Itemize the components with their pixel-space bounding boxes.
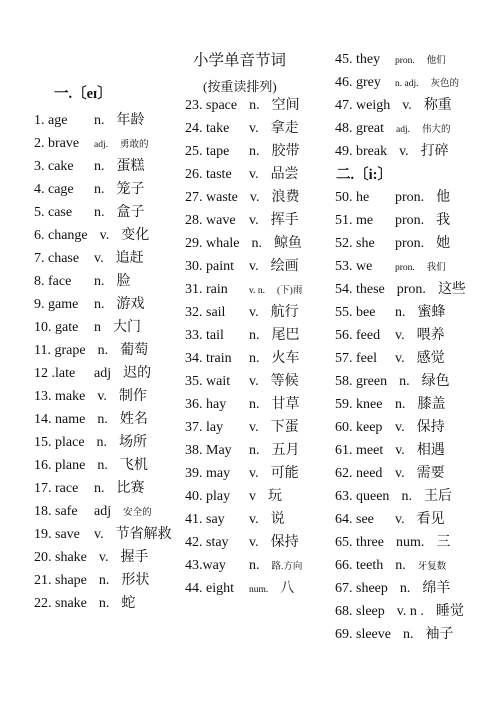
word-part-of-speech: pron. [395, 236, 425, 251]
word-entry [34, 294, 145, 316]
word-english: 57. feel [335, 351, 377, 366]
word-part-of-speech: n. [249, 443, 260, 458]
word-english: 40. play [185, 489, 231, 504]
word-entry [185, 348, 300, 370]
word-english: 9. game [34, 297, 79, 312]
word-part-of-speech: v. [249, 213, 259, 228]
word-chinese: 航行 [270, 305, 299, 320]
word-entry [34, 593, 135, 615]
word-entry [34, 340, 148, 362]
word-part-of-speech: v. [249, 420, 259, 435]
word-entry [335, 394, 446, 416]
word-chinese: 火车 [271, 351, 300, 366]
word-entry [335, 302, 446, 324]
word-entry [185, 118, 299, 140]
word-english: 54. these [335, 282, 385, 297]
word-entry [185, 187, 299, 209]
word-english: 5. case [34, 205, 73, 220]
word-english: 51. me [335, 213, 374, 228]
word-english: 10. gate [34, 320, 79, 335]
word-chinese: 尾巴 [271, 328, 300, 343]
word-english: 53. we [335, 259, 373, 274]
word-part-of-speech: v. [249, 535, 259, 550]
word-entry [335, 509, 445, 531]
word-chinese: 这些 [437, 282, 466, 297]
word-entry [34, 501, 152, 523]
word-entry [185, 233, 302, 255]
word-chinese: 节省解救 [115, 527, 172, 542]
word-part-of-speech: n. [401, 489, 412, 504]
word-entry [335, 417, 445, 439]
word-entry [34, 179, 145, 201]
word-part-of-speech: n. [98, 596, 110, 611]
word-chinese: 三 [436, 535, 451, 550]
word-part-of-speech: n. [251, 236, 262, 251]
word-chinese: 睡觉 [435, 604, 464, 619]
section-heading-ei: 一.〔eɪ〕 [54, 86, 112, 102]
word-part-of-speech: v. [399, 144, 409, 159]
word-chinese: 绘画 [270, 259, 299, 274]
word-chinese: 膝盖 [417, 397, 446, 412]
word-chinese: 大门 [113, 320, 141, 335]
word-part-of-speech: n. [97, 412, 108, 427]
word-chinese: 脸 [116, 274, 131, 289]
word-entry [185, 325, 300, 347]
word-entry [335, 210, 450, 232]
word-english: 7. chase [34, 251, 80, 266]
word-entry [335, 463, 445, 485]
word-part-of-speech: n. [395, 305, 406, 320]
word-english: 2. brave [34, 136, 80, 151]
word-part-of-speech: v. [395, 420, 405, 435]
word-entry [335, 49, 446, 71]
word-entry [335, 325, 445, 347]
word-part-of-speech: n. [249, 397, 260, 412]
word-chinese: 挥手 [270, 213, 299, 228]
word-english: 42. stay [185, 535, 229, 550]
word-entry [185, 95, 300, 117]
word-part-of-speech: n. [94, 481, 105, 496]
word-chinese: 我们 [426, 263, 446, 273]
word-entry [185, 417, 299, 439]
word-chinese: 绵羊 [422, 581, 451, 596]
word-chinese: 盒子 [116, 205, 145, 220]
word-part-of-speech: adj [94, 504, 112, 519]
word-chinese: 袖子 [425, 627, 454, 642]
word-part-of-speech: n. [96, 435, 108, 450]
word-part-of-speech: v. [99, 228, 110, 243]
word-english: 27. waste [185, 190, 238, 205]
word-chinese: 蛇 [121, 596, 136, 611]
word-entry [185, 532, 299, 554]
word-part-of-speech: v. [395, 443, 405, 458]
word-english: 26. taste [185, 167, 232, 182]
word-chinese: 王后 [423, 489, 452, 504]
word-english: 18. safe [34, 504, 78, 519]
word-part-of-speech: pron. [395, 213, 425, 228]
word-entry [34, 547, 148, 569]
word-part-of-speech: n. [399, 374, 410, 389]
word-part-of-speech: n. [395, 558, 406, 573]
word-english: 15. place [34, 435, 85, 450]
word-part-of-speech: v. [395, 466, 405, 481]
word-english: 14. name [34, 412, 86, 427]
word-chinese: 制作 [118, 389, 147, 404]
word-entry [34, 271, 131, 293]
word-chinese: 路.方向 [271, 562, 303, 572]
word-english: 38. May [185, 443, 232, 458]
word-english: 39. may [185, 466, 231, 481]
word-english: 47. weigh [335, 98, 391, 113]
word-part-of-speech: v. [249, 190, 260, 205]
word-english: 12 .late [34, 366, 76, 381]
word-english: 61. meet [335, 443, 384, 458]
word-entry [335, 348, 445, 370]
word-english: 67. sheep [335, 581, 388, 596]
word-part-of-speech: v. [249, 121, 259, 136]
word-part-of-speech: v. [249, 466, 259, 481]
word-english: 65. three [335, 535, 384, 550]
word-chinese: 甘草 [271, 397, 300, 412]
word-part-of-speech: v. [395, 351, 405, 366]
word-entry [34, 225, 149, 247]
word-part-of-speech: n. [97, 343, 109, 358]
word-english: 44. eight [185, 581, 234, 596]
word-entry [34, 317, 141, 339]
word-english: 4. cage [34, 182, 74, 197]
word-english: 23. space [185, 98, 238, 113]
word-part-of-speech: n. [249, 98, 260, 113]
word-chinese: 伟大的 [421, 125, 451, 135]
word-entry [34, 156, 145, 178]
word-part-of-speech: adj. [94, 140, 108, 150]
word-chinese: 空间 [271, 98, 300, 113]
word-english: 46. grey [335, 75, 381, 90]
word-chinese: 游戏 [116, 297, 145, 312]
word-chinese: 蜜蜂 [417, 305, 446, 320]
word-english: 28. wave [185, 213, 236, 228]
word-english: 24. take [185, 121, 230, 136]
word-english: 29. whale [185, 236, 240, 251]
word-chinese: 握手 [120, 550, 149, 565]
page-title: 小学单音节词 [193, 52, 287, 69]
word-entry [335, 371, 450, 393]
word-chinese: 灰色的 [430, 79, 459, 89]
word-chinese: 保持 [416, 420, 445, 435]
word-english: 31. rain [185, 282, 228, 297]
word-chinese: 姓名 [119, 412, 148, 427]
word-chinese: 他们 [426, 56, 446, 66]
word-entry [335, 141, 449, 163]
word-chinese: 飞机 [119, 458, 148, 473]
page-subtitle: (按重读排列) [203, 79, 277, 94]
word-part-of-speech: n. [98, 573, 110, 588]
section-heading-i: 二.〔i:〕 [336, 167, 392, 183]
word-entry [335, 601, 464, 623]
word-part-of-speech: pron. [395, 190, 425, 205]
word-entry [185, 463, 299, 485]
word-entry [185, 394, 300, 416]
word-entry [34, 133, 149, 155]
word-english: 45. they [335, 52, 381, 67]
word-chinese: 牙复数 [417, 562, 447, 572]
word-part-of-speech: n. [249, 351, 260, 366]
word-english: 21. shape [34, 573, 87, 588]
word-chinese: (下)雨 [277, 286, 303, 296]
word-english: 50. he [335, 190, 370, 205]
word-chinese: 浪费 [271, 190, 300, 205]
word-entry [34, 110, 145, 132]
word-entry [34, 409, 148, 431]
word-english: 30. paint [185, 259, 234, 274]
word-part-of-speech: n. [249, 328, 260, 343]
word-chinese: 年龄 [116, 113, 145, 128]
word-chinese: 胶带 [271, 144, 300, 159]
word-chinese: 她 [436, 236, 451, 251]
word-english: 48. great [335, 121, 384, 136]
word-english: 3. cake [34, 159, 74, 174]
word-part-of-speech: n. [94, 113, 105, 128]
word-part-of-speech: n. [249, 144, 260, 159]
word-entry [34, 363, 151, 385]
word-english: 13. make [34, 389, 86, 404]
word-english: 55. bee [335, 305, 376, 320]
word-part-of-speech: adj. [395, 125, 410, 135]
word-part-of-speech: n. [395, 397, 406, 412]
word-part-of-speech: n. [97, 458, 108, 473]
word-part-of-speech: pron. [395, 56, 415, 66]
word-chinese: 拿走 [270, 121, 299, 136]
word-entry [185, 164, 299, 186]
word-chinese: 保持 [270, 535, 299, 550]
word-english: 43.way [185, 558, 226, 573]
word-part-of-speech: v. [395, 328, 405, 343]
word-entry [335, 95, 452, 117]
word-entry [335, 555, 446, 577]
word-entry [34, 524, 172, 546]
word-entry [185, 509, 285, 531]
word-part-of-speech: v. [97, 389, 107, 404]
word-entry [185, 210, 299, 232]
word-entry [185, 578, 294, 600]
word-entry [185, 371, 299, 393]
word-part-of-speech: v [249, 489, 256, 504]
word-chinese: 比赛 [116, 481, 145, 496]
word-english: 33. tail [185, 328, 224, 343]
word-part-of-speech: n. [94, 205, 105, 220]
word-chinese: 安全的 [123, 508, 152, 518]
word-part-of-speech: n. [249, 558, 260, 573]
word-chinese: 说 [270, 512, 285, 527]
word-entry [34, 202, 145, 224]
word-chinese: 蛋糕 [116, 159, 145, 174]
word-part-of-speech: v. [249, 374, 259, 389]
word-part-of-speech: n. [402, 627, 414, 642]
word-entry [34, 386, 147, 408]
word-chinese: 五月 [271, 443, 300, 458]
word-english: 35. wait [185, 374, 231, 389]
word-english: 22. snake [34, 596, 87, 611]
word-entry [335, 578, 450, 600]
word-english: 25. tape [185, 144, 230, 159]
word-entry [335, 72, 459, 94]
word-entry [185, 440, 300, 462]
word-english: 59. knee [335, 397, 383, 412]
word-chinese: 迟的 [123, 366, 152, 381]
word-part-of-speech: v. [395, 512, 405, 527]
word-part-of-speech: n. [94, 274, 105, 289]
word-english: 1. age [34, 113, 68, 128]
word-english: 69. sleeve [335, 627, 391, 642]
word-part-of-speech: num. [249, 585, 269, 595]
word-entry [185, 302, 299, 324]
word-part-of-speech: v. [249, 259, 259, 274]
word-entry [335, 118, 450, 140]
word-part-of-speech: pron. [396, 282, 426, 297]
word-entry [34, 455, 148, 477]
word-chinese: 场所 [119, 435, 148, 450]
word-english: 49. break [335, 144, 388, 159]
word-chinese: 喂养 [416, 328, 445, 343]
word-english: 19. save [34, 527, 80, 542]
word-entry [335, 532, 450, 554]
word-part-of-speech: v. n . [396, 604, 424, 619]
word-chinese: 需要 [416, 466, 445, 481]
word-part-of-speech: adj [94, 366, 112, 381]
word-english: 16. plane [34, 458, 86, 473]
word-entry [34, 248, 144, 270]
word-entry [335, 256, 446, 278]
word-entry [335, 279, 466, 301]
word-english: 66. teeth [335, 558, 384, 573]
word-english: 11. grape [34, 343, 86, 358]
word-english: 17. race [34, 481, 79, 496]
word-chinese: 看见 [416, 512, 445, 527]
word-chinese: 品尝 [270, 167, 299, 182]
word-chinese: 可能 [270, 466, 299, 481]
word-english: 37. lay [185, 420, 224, 435]
word-entry [335, 233, 450, 255]
word-english: 20. shake [34, 550, 87, 565]
word-english: 60. keep [335, 420, 383, 435]
word-english: 62. need [335, 466, 383, 481]
word-english: 8. face [34, 274, 72, 289]
word-chinese: 笼子 [116, 182, 145, 197]
word-part-of-speech: n. [399, 581, 411, 596]
word-part-of-speech: v. [249, 305, 259, 320]
word-chinese: 变化 [121, 228, 150, 243]
word-english: 63. queen [335, 489, 390, 504]
word-entry [185, 279, 302, 301]
word-chinese: 我 [436, 213, 451, 228]
word-entry [185, 486, 282, 508]
word-entry [34, 478, 145, 500]
word-entry [335, 624, 453, 646]
word-entry [185, 555, 302, 577]
word-entry [34, 432, 147, 454]
word-english: 58. green [335, 374, 388, 389]
word-chinese: 玩 [268, 489, 282, 504]
word-entry [185, 141, 300, 163]
word-part-of-speech: v. [249, 167, 259, 182]
word-chinese: 葡萄 [120, 343, 149, 358]
word-chinese: 追赶 [115, 251, 144, 266]
word-chinese: 绿色 [421, 374, 450, 389]
word-chinese: 等候 [270, 374, 299, 389]
word-chinese: 相遇 [416, 443, 445, 458]
word-chinese: 他 [436, 190, 451, 205]
word-english: 64. see [335, 512, 374, 527]
word-part-of-speech: n. adj. [395, 79, 419, 89]
word-chinese: 鲸鱼 [273, 236, 302, 251]
word-english: 56. feed [335, 328, 381, 343]
word-entry [335, 187, 450, 209]
word-part-of-speech: n. [94, 159, 105, 174]
word-part-of-speech: n. [94, 297, 105, 312]
word-part-of-speech: n. [94, 182, 105, 197]
word-english: 68. sleep [335, 604, 385, 619]
word-english: 41. say [185, 512, 225, 527]
word-chinese: 感觉 [416, 351, 445, 366]
word-entry [34, 570, 149, 592]
word-chinese: 称重 [423, 98, 452, 113]
word-chinese: 下蛋 [270, 420, 299, 435]
word-entry [185, 256, 299, 278]
word-chinese: 打碎 [420, 144, 449, 159]
word-part-of-speech: v. [94, 251, 104, 266]
word-english: 34. train [185, 351, 232, 366]
word-english: 52. she [335, 236, 375, 251]
word-english: 36. hay [185, 397, 227, 412]
word-part-of-speech: v. [249, 512, 259, 527]
word-chinese: 形状 [121, 573, 150, 588]
word-chinese: 八 [280, 581, 295, 596]
word-part-of-speech: n [94, 320, 101, 335]
word-part-of-speech: v. [402, 98, 412, 113]
word-english: 6. change [34, 228, 88, 243]
word-part-of-speech: pron. [395, 263, 415, 273]
word-part-of-speech: num. [395, 535, 425, 550]
word-entry [335, 486, 452, 508]
word-english: 32. sail [185, 305, 226, 320]
word-part-of-speech: v. n. [249, 286, 266, 296]
word-part-of-speech: v. [98, 550, 109, 565]
word-part-of-speech: v. [94, 527, 104, 542]
word-entry [335, 440, 445, 462]
word-chinese: 勇敢的 [119, 140, 149, 150]
